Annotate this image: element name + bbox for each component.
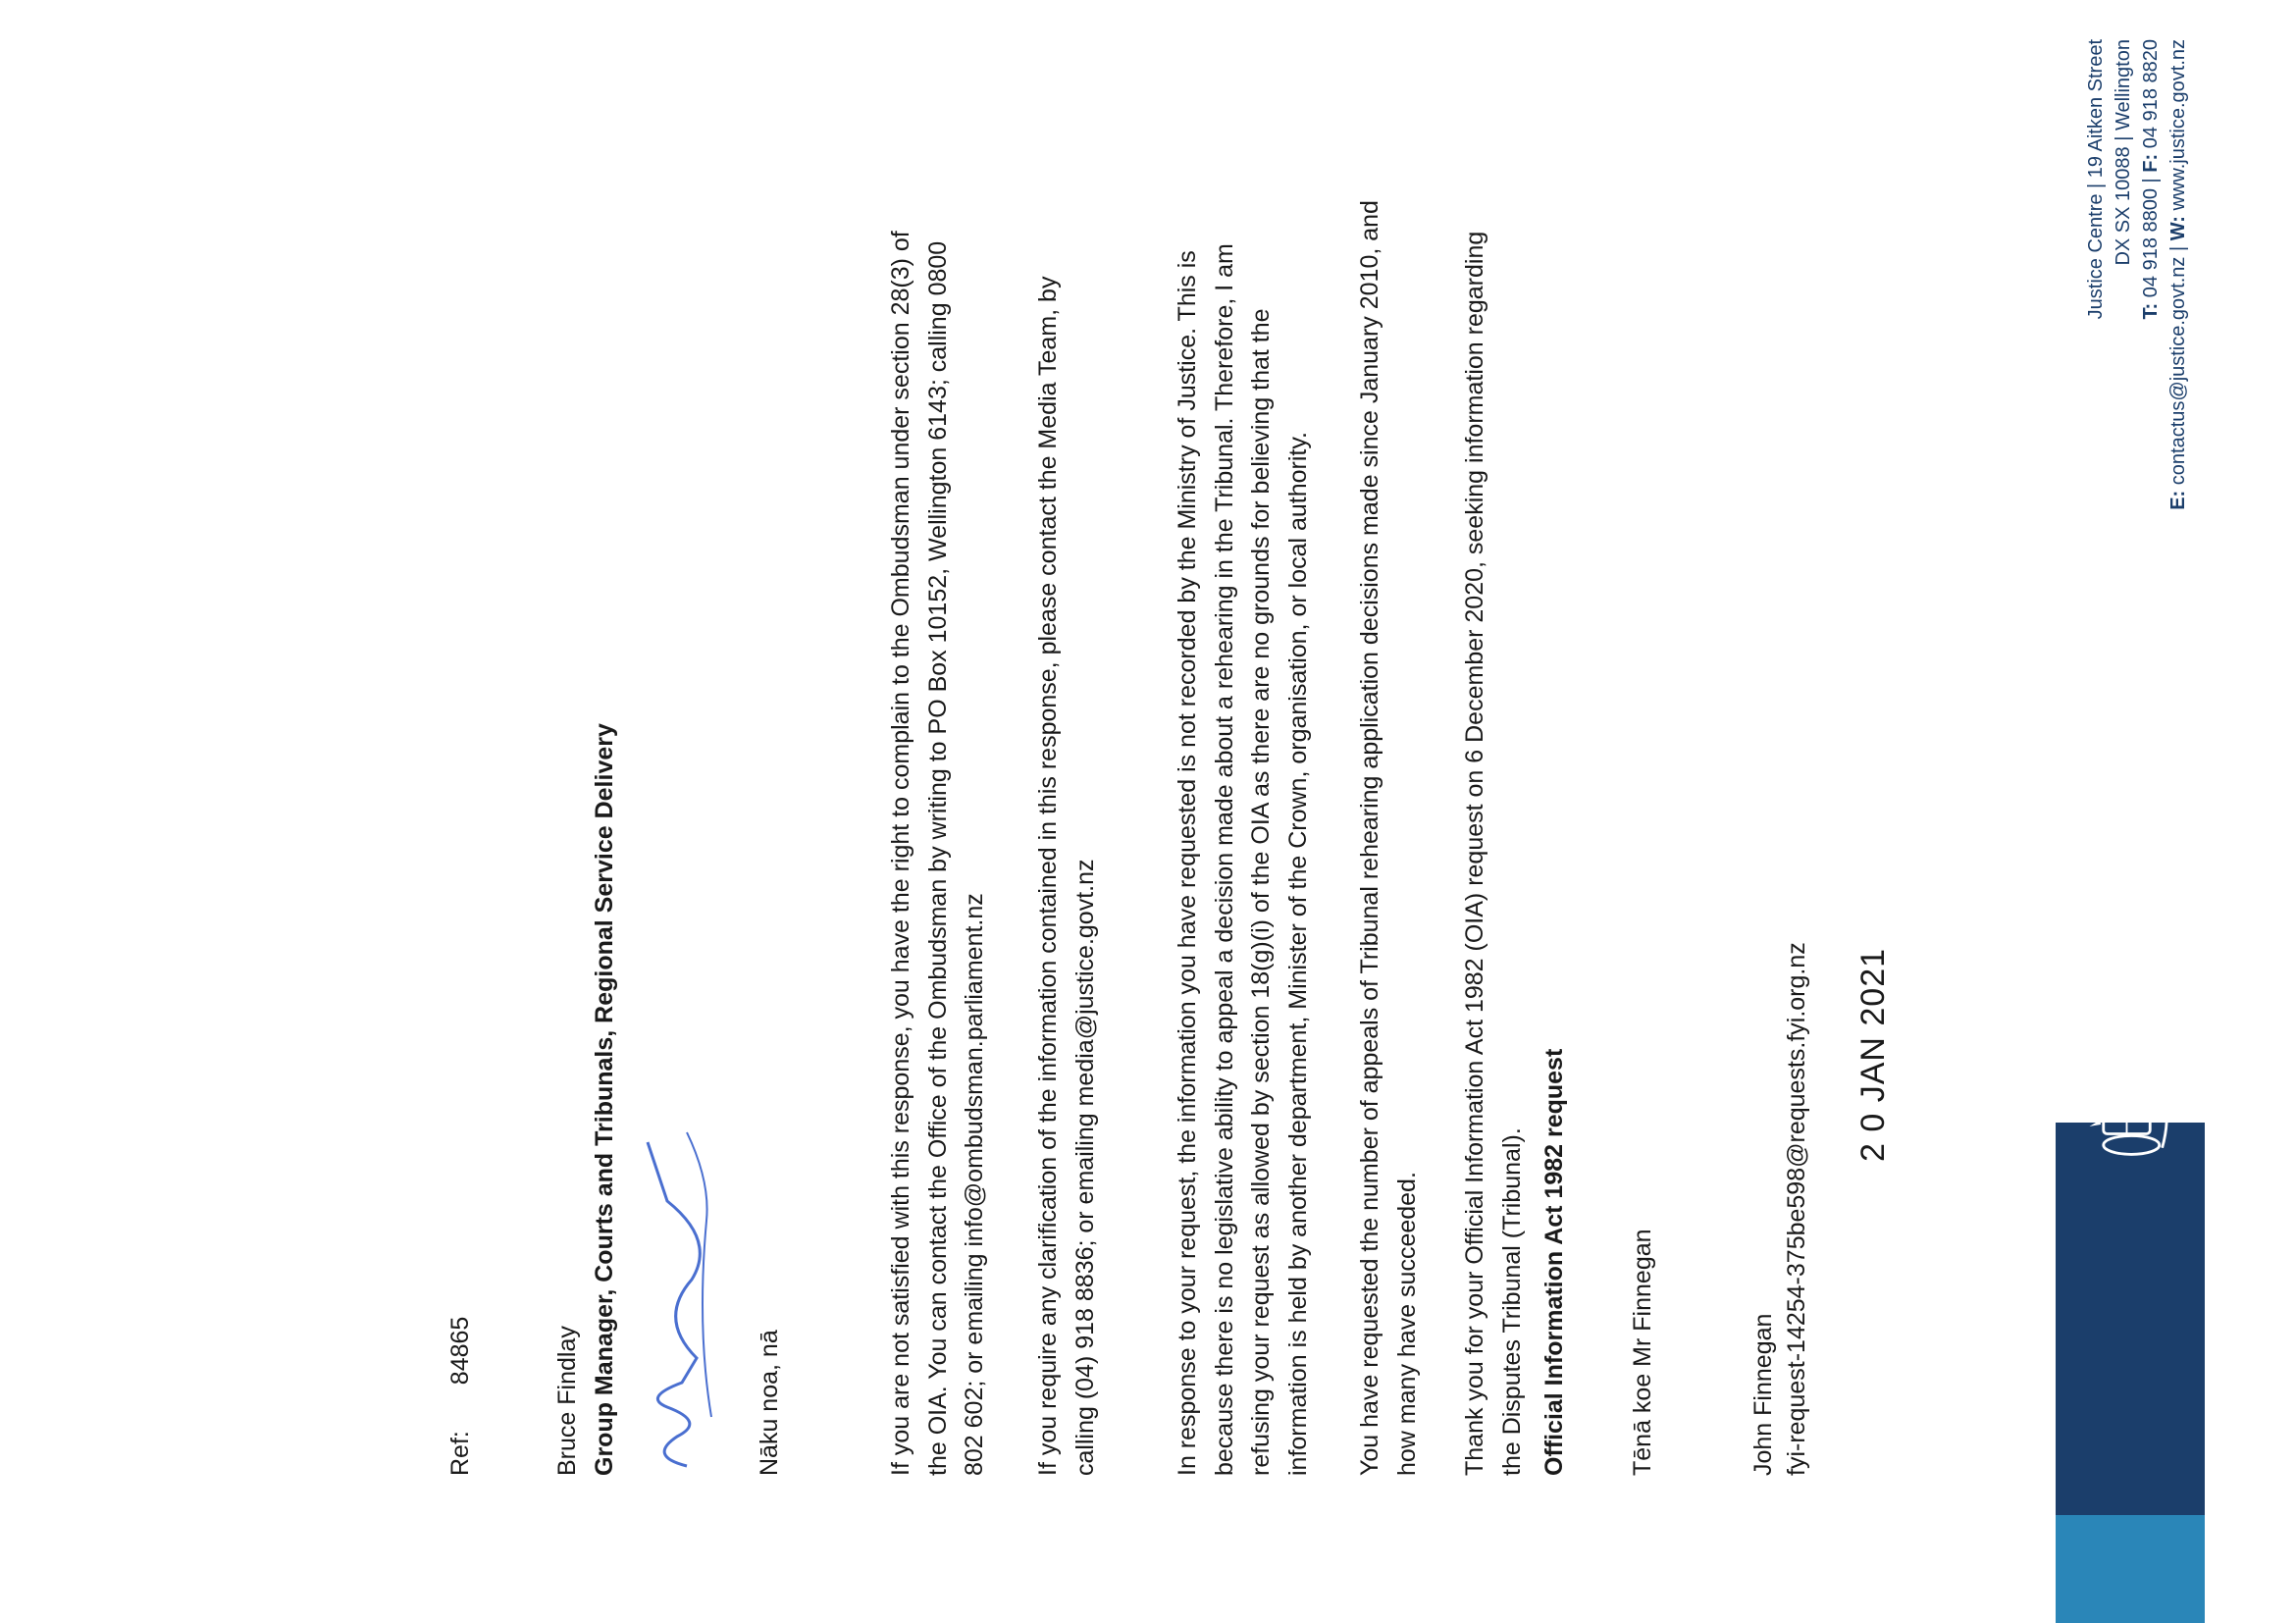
signer-role: Group Manager, Courts and Tribunals, Regional Service Delivery	[590, 723, 618, 1476]
phone-number: 04 918 8800	[2140, 188, 2162, 298]
email-label: E:	[2167, 490, 2189, 510]
coat-of-arms-icon	[2080, 1069, 2173, 1162]
logo-tagline: Tāhū o te Ture	[2157, 801, 2176, 905]
body-paragraph: If you require any clarification of the information contained in this response, please contact the Media Team, by calling (04) 918 8836; or emailing media@justice.govt.nz	[1034, 276, 1099, 1476]
fax-number: 04 918 8820	[2140, 39, 2162, 149]
logo-band-accent	[2056, 1515, 2205, 1623]
logo-wordmark	[2082, 802, 2177, 1029]
addressee-block	[1747, 942, 1813, 1476]
greeting: Tēnā koe Mr Finnegan	[1629, 1229, 1656, 1476]
contact-block	[2082, 39, 2192, 510]
recipient-name: John Finnegan	[1749, 1313, 1777, 1476]
signoff: Nāku noa, nā	[756, 1330, 783, 1476]
web-address: www.justice.govt.nz	[2167, 39, 2189, 211]
ref-label: Ref:	[446, 1431, 474, 1476]
subject-heading: Official Information Act 1982 request	[1540, 1048, 1568, 1476]
web-label: W:	[2167, 216, 2189, 241]
body-paragraph: You have requested the number of appeals of Tribunal rehearing application decisions made since January 2010, and how many have succeeded.	[1356, 200, 1421, 1476]
body-paragraph: If you are not satisfied with this response, you have the right to complain to the Ombudsman under section 28(3) of the OIA. You can contact the Office of the Ombudsman by writing to PO Box 10152, Wellington 6143; calling 0800 802 602; or emailing info@ombudsman.parliament.nz	[887, 231, 988, 1476]
reference-line	[446, 1317, 475, 1476]
logo-ministry-of: MINISTRY OF	[2082, 829, 2107, 1029]
signer-block	[549, 723, 623, 1476]
contact-email-web: E: contactus@justice.govt.nz | W: www.justice.govt.nz	[2167, 39, 2189, 510]
logo-justice: JUSTICE	[2105, 801, 2160, 1029]
date-stamp: 2 0 JAN 2021	[1854, 947, 1892, 1162]
signature-icon	[628, 1123, 726, 1476]
contact-address: Justice Centre | 19 Aitken Street	[2085, 39, 2107, 320]
fax-label: F:	[2140, 153, 2162, 173]
contact-phone-fax: T: 04 918 8800 | F: 04 918 8820	[2140, 39, 2162, 320]
body-paragraph: In response to your request, the information you have requested is not recorded by the Ministry of Justice. This is because there is no legislative ability to appeal a decision made about a rehearing in the Tribunal. Therefore, I am refusing your request as allowed by section 18(g)(i) of the OIA as there are no grounds for believing that the information is held by another department, Minister of the Crown, organisation, or local authority.	[1174, 243, 1312, 1476]
body-paragraph: Thank you for your Official Information Act 1982 (OIA) request on 6 December 2020, seeking information regarding the Disputes Tribunal (Tribunal).	[1461, 231, 1526, 1476]
phone-label: T:	[2140, 302, 2162, 320]
signer-name: Bruce Findlay	[553, 1326, 581, 1476]
recipient-email: fyi-request-14254-375be598@requests.fyi.org.nz	[1783, 942, 1810, 1476]
contact-dx: DX SX 10088 | Wellington	[2113, 39, 2134, 266]
ref-number: 84865	[446, 1316, 474, 1386]
email-address: contactus@justice.govt.nz	[2167, 256, 2189, 486]
